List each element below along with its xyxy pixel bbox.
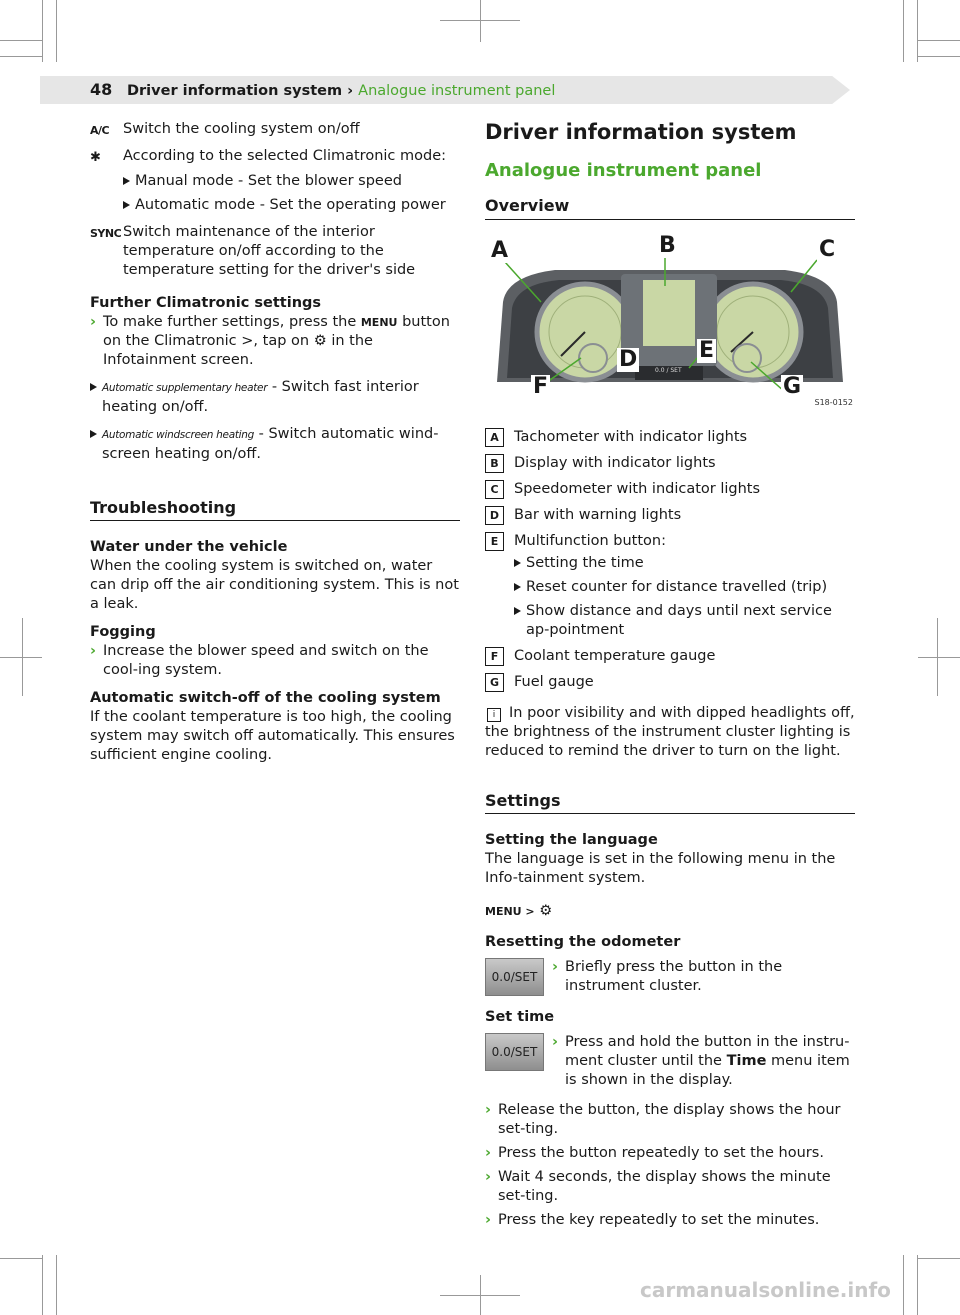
right-column xyxy=(485,120,855,1235)
crop-mark xyxy=(918,56,960,57)
fan-text: According to the selected Climatronic mode: xyxy=(123,148,447,164)
heater-label: Automatic supplementary heater xyxy=(102,382,268,394)
crop-mark xyxy=(0,657,42,658)
step-text: Press and hold the button in the instru-ment cluster until the xyxy=(565,1034,850,1069)
step-text-bold: Time xyxy=(726,1053,767,1069)
e-item: Reset counter for distance travelled (trip) xyxy=(514,578,855,597)
step-text: Increase the blower speed and switch on the cool-ing system. xyxy=(103,643,429,678)
crop-mark xyxy=(903,1255,904,1315)
fogging-title: Fogging xyxy=(90,624,156,640)
windscreen-item xyxy=(90,425,460,464)
note-text: In poor visibility and with dipped headlights off, the brightness of the instrument cluster lighting is reduced to remind the driver to turn on the light. xyxy=(485,705,855,759)
figure-label-g: G xyxy=(783,374,802,399)
auto-off-title: Automatic switch-off of the cooling system xyxy=(90,690,441,706)
troubleshooting-heading: Troubleshooting xyxy=(90,498,460,521)
step-text: Release the button, the display shows the hour set-ting. xyxy=(498,1102,841,1137)
odometer-step xyxy=(552,958,855,996)
step-caret: › xyxy=(485,1212,491,1228)
instrument-cluster-figure xyxy=(485,232,853,412)
legend-item xyxy=(485,532,855,640)
step-caret: › xyxy=(90,643,96,659)
crop-mark xyxy=(0,40,42,41)
breadcrumb xyxy=(127,82,555,101)
step-text: Briefly press the button in the instrument cluster. xyxy=(565,959,783,994)
water-text: When the cooling system is switched on, water can drip off the air conditioning system. This is not a leak. xyxy=(90,558,459,612)
windscreen-label: Automatic windscreen heating xyxy=(102,429,254,441)
menu-path xyxy=(485,902,855,921)
figure-label-f: F xyxy=(533,374,549,399)
breadcrumb-section: Driver information system xyxy=(127,83,343,99)
further-step xyxy=(90,313,460,370)
heater-text: - Switch fast interior heating on/off. xyxy=(102,379,419,415)
legend-item xyxy=(485,506,855,525)
crop-mark xyxy=(917,1255,918,1315)
crop-mark xyxy=(56,0,57,62)
menu-path-text: MENU > xyxy=(485,905,535,918)
step-caret: › xyxy=(485,1145,491,1161)
left-column xyxy=(90,120,460,774)
fan-row xyxy=(90,147,460,215)
time-step xyxy=(552,1033,855,1090)
time-step xyxy=(485,1101,855,1139)
legend-text: Bar with warning lights xyxy=(514,507,682,523)
step-caret: › xyxy=(552,1034,558,1050)
breadcrumb-current: Analogue instrument panel xyxy=(358,83,556,99)
legend-text: Coolant temperature gauge xyxy=(514,648,716,664)
legend-text: Tachometer with indicator lights xyxy=(514,429,748,445)
figure-label-a: A xyxy=(491,238,509,263)
legend-key: C xyxy=(485,480,504,499)
ac-text: Switch the cooling system on/off xyxy=(123,121,360,137)
legend-key: D xyxy=(485,506,504,525)
step-text: button on the Climatronic >, tap on xyxy=(103,314,450,349)
figure-label-b: B xyxy=(659,233,676,258)
crop-mark xyxy=(0,1258,42,1259)
step-text: Press the key repeatedly to set the minutes. xyxy=(498,1212,820,1228)
set-button-image: 0.0/SET xyxy=(485,1033,544,1071)
language-title: Setting the language xyxy=(485,832,658,848)
legend-key: F xyxy=(485,647,504,666)
odometer-title: Resetting the odometer xyxy=(485,934,681,950)
figure-center-text: 0.0 / SET xyxy=(655,367,682,374)
legend-item xyxy=(485,454,855,473)
set-button-image: 0.0/SET xyxy=(485,958,544,996)
crop-mark xyxy=(480,0,481,42)
fan-item: Manual mode - Set the blower speed xyxy=(123,172,460,191)
step-text: Wait 4 seconds, the display shows the minute set-ting. xyxy=(498,1169,831,1204)
sync-row xyxy=(90,223,460,280)
legend-text: Fuel gauge xyxy=(514,674,594,690)
page-number: 48 xyxy=(90,80,113,99)
watermark: carmanualsonline.info xyxy=(640,1278,891,1302)
set-time-title: Set time xyxy=(485,1009,555,1025)
ac-row xyxy=(90,120,460,139)
crop-mark xyxy=(918,40,960,41)
fogging-step xyxy=(90,642,460,680)
ac-icon: A/C xyxy=(90,124,110,137)
step-text: menu item is shown in the display. xyxy=(565,1053,850,1088)
crop-mark xyxy=(903,0,904,62)
legend-item xyxy=(485,480,855,499)
sync-text: Switch maintenance of the interior temperature on/off according to the temperature setting for the driver's side xyxy=(123,224,416,278)
time-block xyxy=(485,1033,855,1095)
fan-item: Automatic mode - Set the operating power xyxy=(123,196,460,215)
crop-mark xyxy=(440,1295,520,1296)
figure-label-e: E xyxy=(699,338,715,363)
breadcrumb-separator: › xyxy=(342,83,359,99)
sync-icon: SYNC xyxy=(90,227,122,240)
step-text: in the Infotainment screen. xyxy=(103,333,373,368)
language-text: The language is set in the following menu in the Info-tainment system. xyxy=(485,851,836,886)
crop-mark xyxy=(918,1258,960,1259)
figure-label-c: C xyxy=(819,237,836,262)
time-step xyxy=(485,1211,855,1230)
info-icon: i xyxy=(487,708,501,722)
crop-mark xyxy=(440,20,520,21)
figure-code: S18-0152 xyxy=(814,398,853,407)
time-step xyxy=(485,1144,855,1163)
note xyxy=(485,704,855,761)
e-item: Show distance and days until next service ap-pointment xyxy=(514,602,855,640)
legend-text: Multifunction button: xyxy=(514,533,666,549)
time-step xyxy=(485,1168,855,1206)
gear-icon: ⚙ xyxy=(313,333,327,349)
page-title: Driver information system xyxy=(485,120,797,144)
legend-key: G xyxy=(485,673,504,692)
settings-heading: Settings xyxy=(485,791,855,814)
legend-item xyxy=(485,647,855,666)
overview-heading: Overview xyxy=(485,196,855,220)
water-title: Water under the vehicle xyxy=(90,539,288,555)
e-item: Setting the time xyxy=(514,554,855,573)
gear-icon: ⚙ xyxy=(539,903,553,919)
crop-mark xyxy=(42,1255,43,1315)
section-subtitle: Analogue instrument panel xyxy=(485,160,762,181)
menu-icon: MENU xyxy=(360,316,398,329)
legend-text: Display with indicator lights xyxy=(514,455,716,471)
odometer-block xyxy=(485,958,855,1008)
crop-mark xyxy=(917,0,918,62)
figure-label-d: D xyxy=(619,347,638,372)
legend-key: A xyxy=(485,428,504,447)
legend-key: E xyxy=(485,532,504,551)
legend-item xyxy=(485,673,855,692)
legend-item xyxy=(485,428,855,447)
windscreen-text: - Switch automatic wind-screen heating on/off. xyxy=(102,426,439,462)
crop-mark xyxy=(0,56,42,57)
heater-item xyxy=(90,378,460,417)
legend-key: B xyxy=(485,454,504,473)
fan-icon: ✱ xyxy=(90,150,101,165)
step-caret: › xyxy=(90,314,96,330)
step-caret: › xyxy=(552,959,558,975)
crop-mark xyxy=(56,1255,57,1315)
step-caret: › xyxy=(485,1102,491,1118)
auto-off-text: If the coolant temperature is too high, the cooling system may switch off automatically. This ensures sufficient engine cooling. xyxy=(90,709,455,763)
crop-mark xyxy=(918,657,960,658)
crop-mark xyxy=(42,0,43,62)
step-text: To make further settings, press the xyxy=(103,314,357,330)
step-text: Press the button repeatedly to set the hours. xyxy=(498,1145,824,1161)
step-caret: › xyxy=(485,1169,491,1185)
legend-text: Speedometer with indicator lights xyxy=(514,481,761,497)
further-settings-title: Further Climatronic settings xyxy=(90,295,322,311)
